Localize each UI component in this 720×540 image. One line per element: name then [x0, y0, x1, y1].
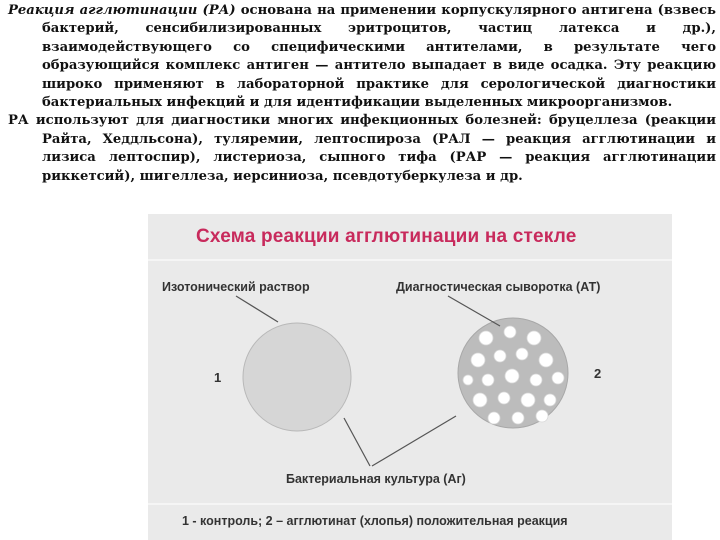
agglutinate-flake — [552, 372, 564, 384]
agglutinate-flake — [479, 331, 493, 345]
pointer-line-culture-right — [372, 416, 456, 466]
term-ra: Реакция агглютинации (РА) — [8, 3, 236, 18]
paragraph-1 — [4, 2, 716, 112]
figure-caption: 1 - контроль; 2 – агглютинат (хлопья) положительная реакция — [182, 514, 568, 528]
article-text — [4, 2, 716, 186]
agglutinate-flake — [516, 348, 528, 360]
agglutinate-flake — [505, 369, 519, 383]
agglutinate-flake — [463, 375, 473, 385]
number-agglutinate: 2 — [594, 366, 602, 381]
label-serum: Диагностическая сыворотка (АТ) — [396, 280, 601, 294]
figure-title: Схема реакции агглютинации на стекле — [196, 226, 577, 247]
paragraph-2: РА используют для диагностики многих инфекционных болезней: бруцеллеза (реакции Райта, Хеддльсона), туляремии, лептоспироза (РАЛ — реакция агглютинации и лизиса лептоспир), листериоза, сыпного тифа (РАР — реакция агглютинации риккетсий), шигеллеза, иерсиниоза, псевдотуберкулеза и др. — [8, 113, 716, 184]
agglutinate-flake — [539, 353, 553, 367]
label-culture: Бактериальная культура (Аг) — [286, 472, 466, 486]
agglutination-scheme-figure — [148, 214, 672, 540]
agglutinate-flake — [482, 374, 494, 386]
control-drop — [243, 323, 351, 431]
agglutinate-flake — [527, 331, 541, 345]
agglutinate-flake — [471, 353, 485, 367]
agglutinate-flake — [504, 326, 516, 338]
pointer-line-saline — [236, 296, 278, 322]
agglutinate-flake — [488, 412, 500, 424]
agglutinate-flake — [536, 410, 548, 422]
paragraph-1-body: основана на применении корпускулярного антигена (взвесь бактерий, сенсибилизированных эритроцитов, частиц латекса и др.), взаимодействующего со специфическими антителами, в результате чего образующийся комплекс антиген — антитело выпадает в виде осадка. Эту реакцию широко применяют в лабораторной практике для серологической диагностики бактериальных инфекций и для идентификации выделенных микроорганизмов. — [42, 3, 716, 111]
agglutinate-flake — [521, 393, 535, 407]
pointer-line-serum — [448, 296, 500, 326]
agglutinate-flake — [494, 350, 506, 362]
pointer-line-culture-left — [344, 418, 370, 466]
agglutinate-flake — [473, 393, 487, 407]
number-control: 1 — [214, 370, 222, 385]
agglutinate-flake — [512, 412, 524, 424]
label-saline: Изотонический раствор — [162, 280, 310, 294]
agglutinate-flake — [530, 374, 542, 386]
agglutinate-flake — [544, 394, 556, 406]
agglutinate-flake — [498, 392, 510, 404]
